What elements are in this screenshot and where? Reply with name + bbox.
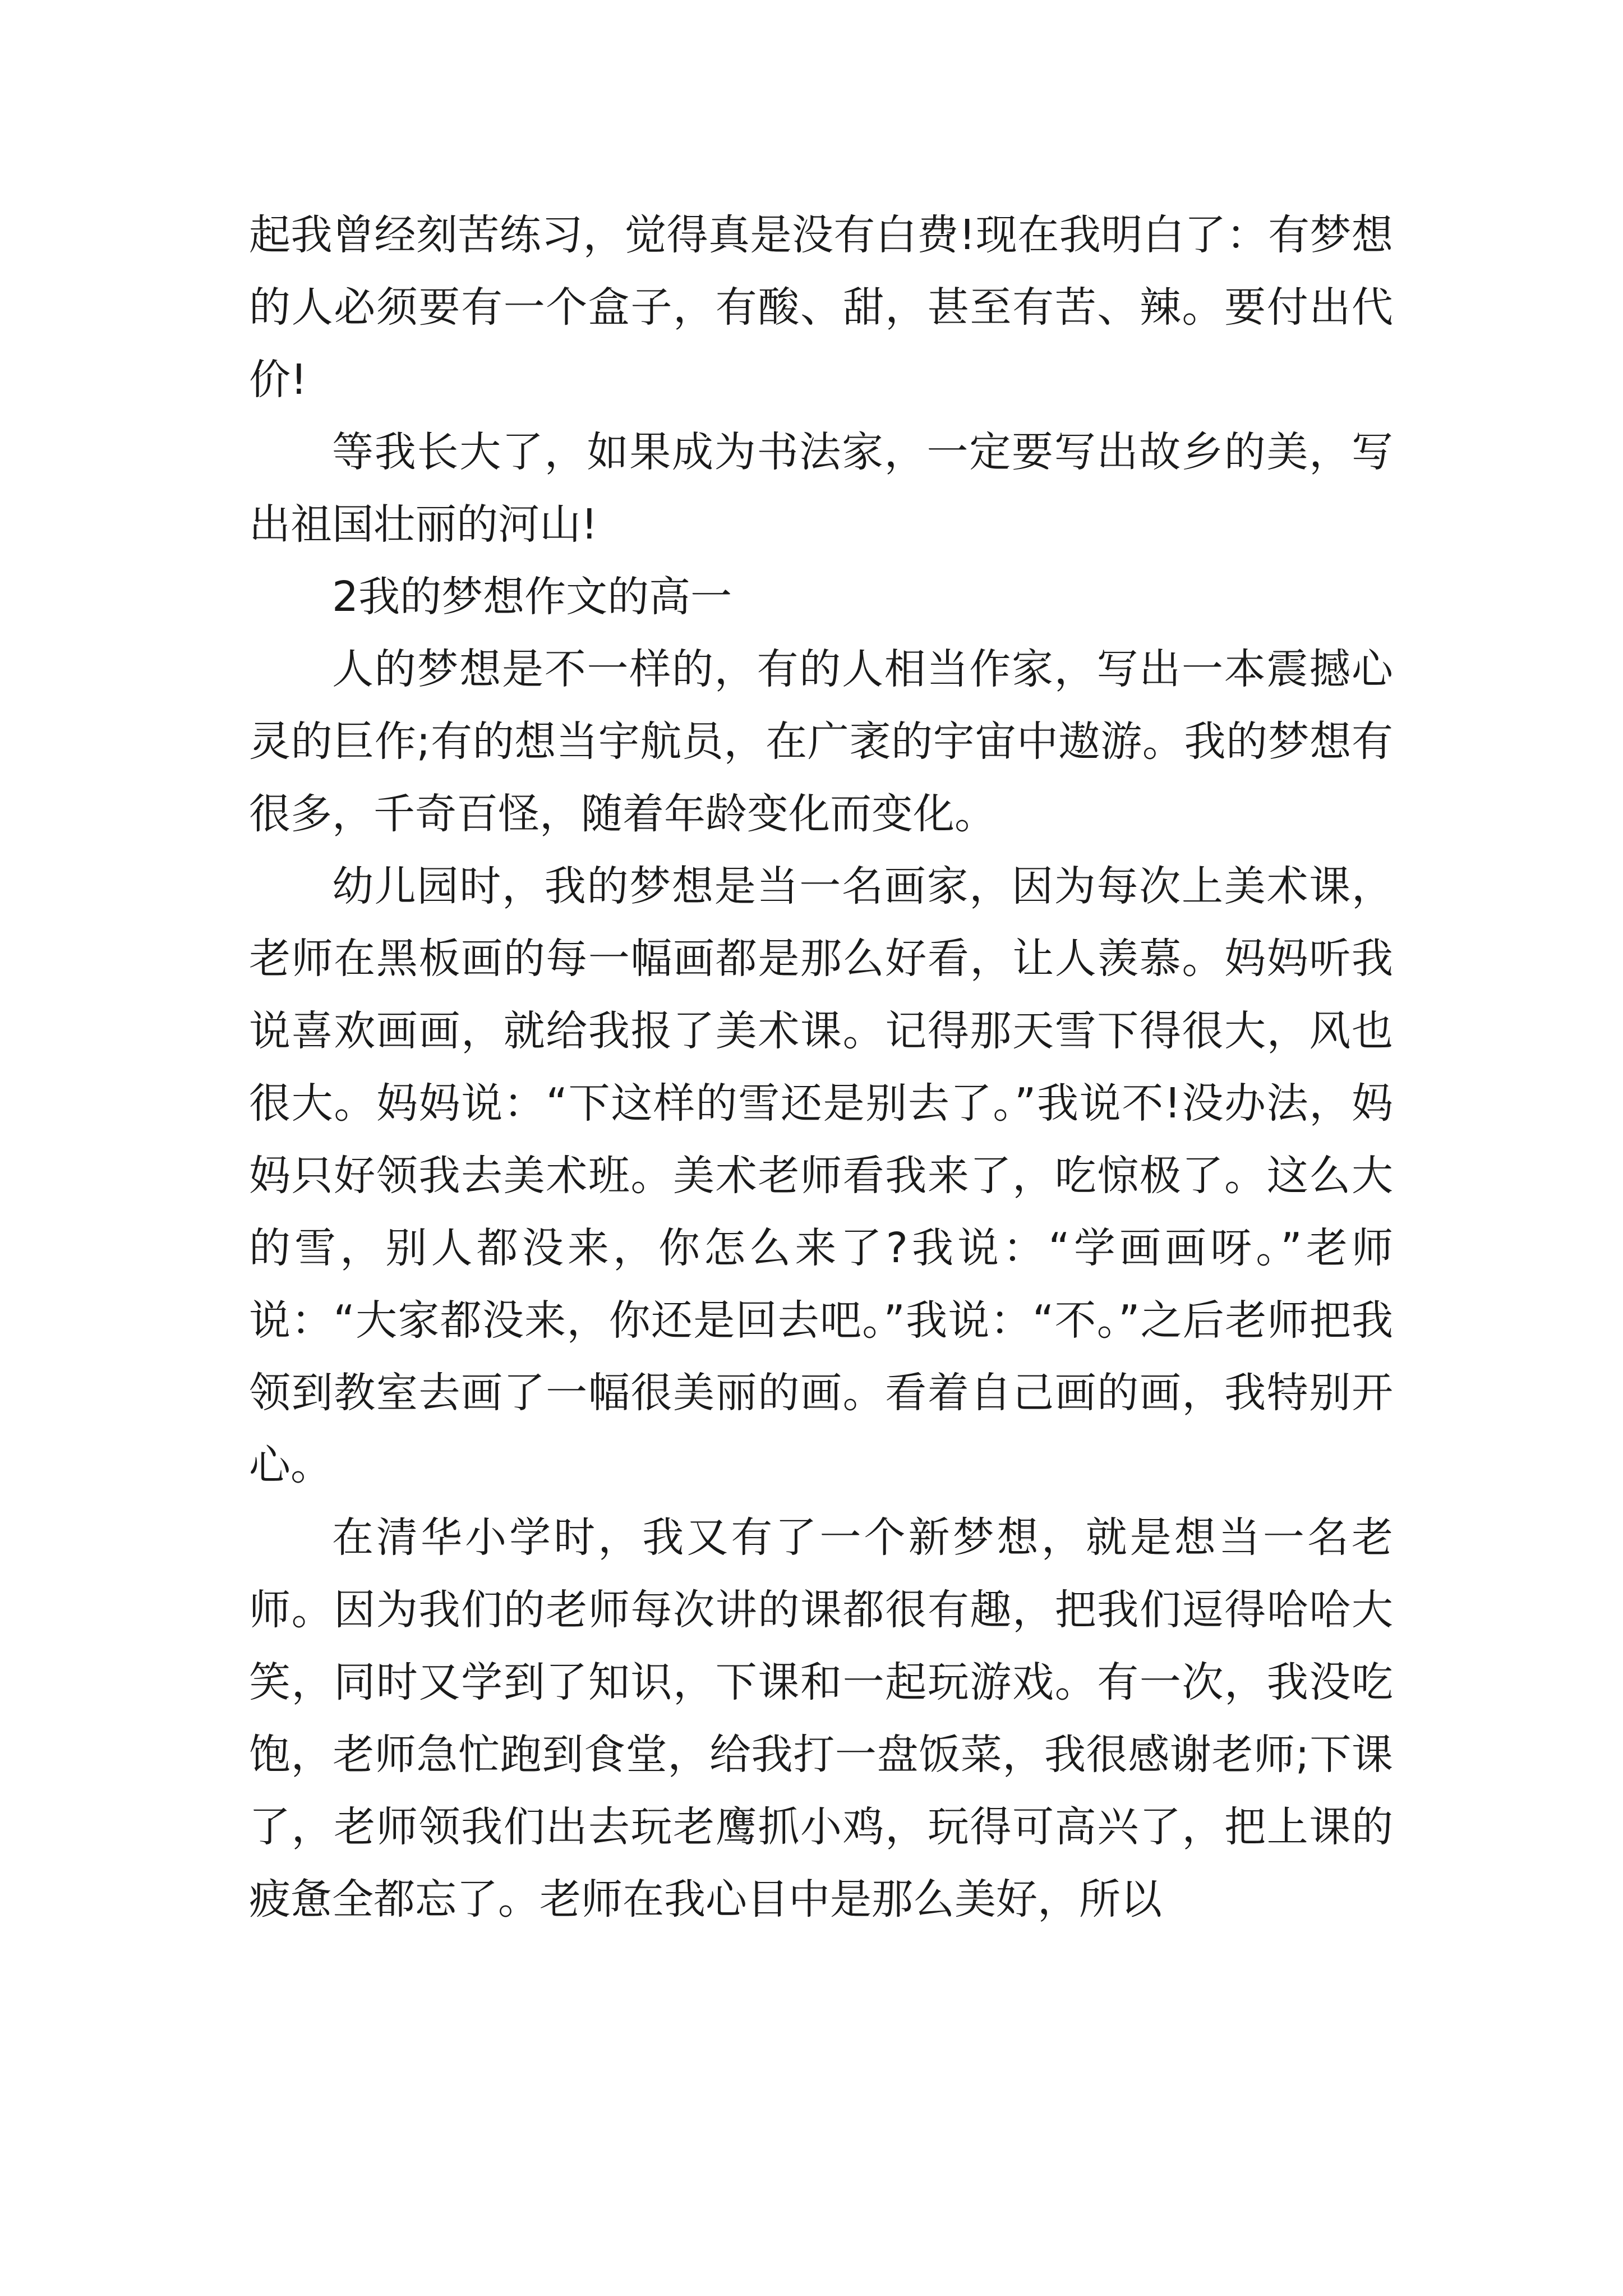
section-heading: 2我的梦想作文的高一 — [332, 573, 732, 621]
paragraph-1: 起我曾经刻苦练习，觉得真是没有白费!现在我明白了：有梦想的人必须要有一个盒子，有酸、甜，甚至有苦、辣。要付出代价! — [249, 211, 1393, 404]
essay-body — [249, 199, 1393, 1936]
paragraph-3: 人的梦想是不一样的，有的人相当作家，写出一本震撼心灵的巨作;有的想当宇航员，在广袤的宇宙中遨游。我的梦想有很多，千奇百怪，随着年龄变化而变化。 — [249, 645, 1393, 838]
paragraph-5: 在清华小学时，我又有了一个新梦想，就是想当一名老师。因为我们的老师每次讲的课都很有趣，把我们逗得哈哈大笑，同时又学到了知识，下课和一起玩游戏。有一次，我没吃饱，老师急忙跑到食堂，给我打一盘饭菜，我很感谢老师;下课了，老师领我们出去玩老鹰抓小鸡，玩得可高兴了，把上课的疲惫全都忘了。老师在我心目中是那么美好，所以 — [249, 1513, 1393, 1924]
paragraph-2: 等我长大了，如果成为书法家，一定要写出故乡的美，写出祖国壮丽的河山! — [249, 428, 1393, 549]
paragraph-4: 幼儿园时，我的梦想是当一名画家，因为每次上美术课，老师在黑板画的每一幅画都是那么好看，让人羡慕。妈妈听我说喜欢画画，就给我报了美术课。记得那天雪下得很大，风也很大。妈妈说：“下这样的雪还是别去了。”我说不!没办法，妈妈只好领我去美术班。美术老师看我来了，吃惊极了。这么大的雪，别人都没来，你怎么来了?我说：“学画画呀。”老师说：“大家都没来，你还是回去吧。”我说：“不。”之后老师把我领到教室去画了一幅很美丽的画。看着自己画的画，我特别开心。 — [249, 862, 1393, 1489]
